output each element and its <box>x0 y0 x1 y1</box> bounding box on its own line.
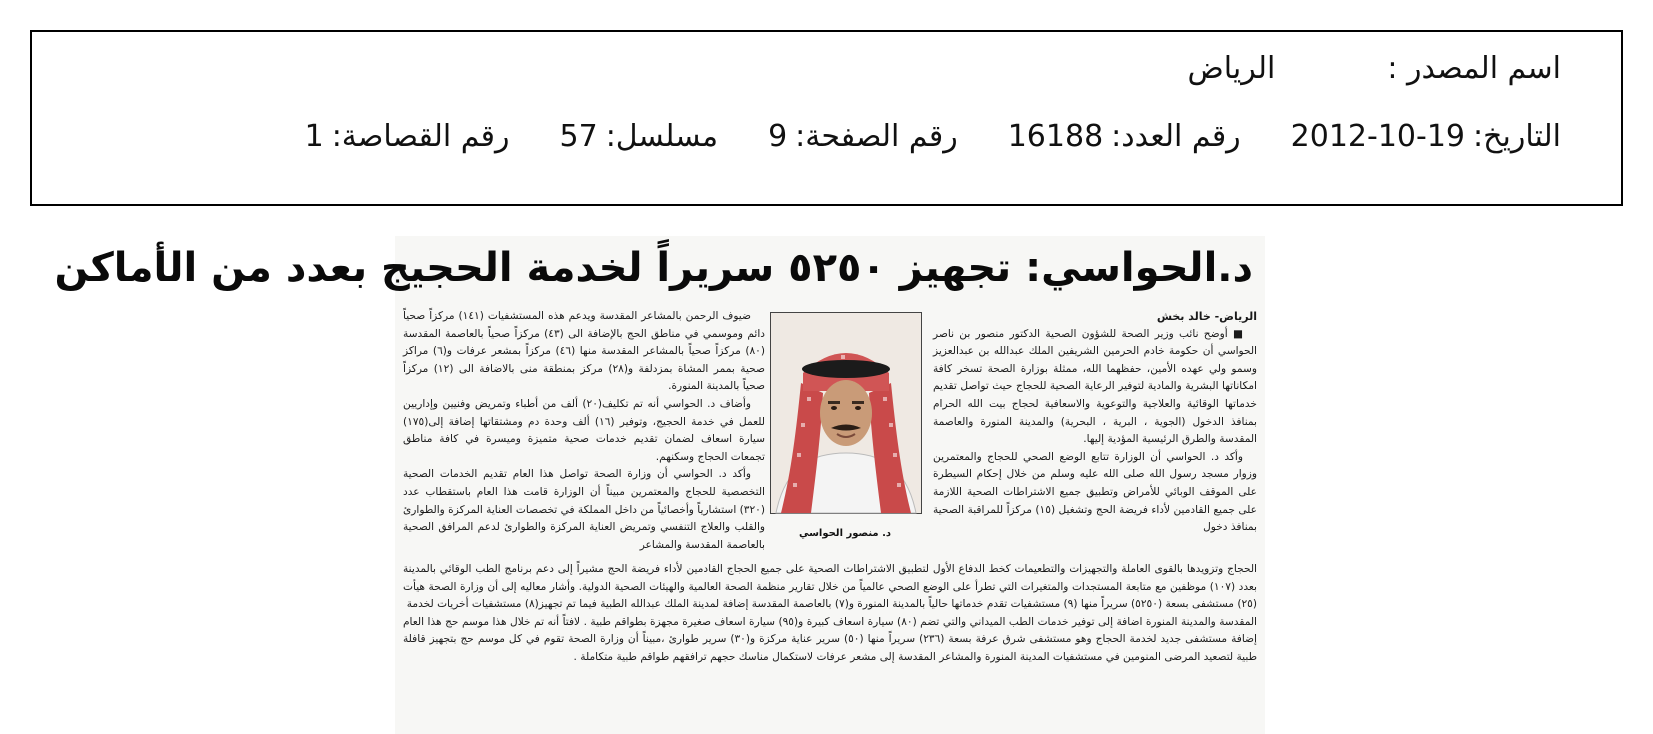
issue-label: رقم العدد: <box>1111 119 1241 154</box>
paragraph: وأكد د. الحواسي أن وزارة الصحة تواصل هذا العام تقديم الخدمات الصحية التخصصية للحجاج والمعتمرين مبيناً أن الوزارة قامت هذا العام باستقطاب عدد (٣٢٠) استشارياً وأخصائياً من داخل المملكة في تخصصات العناية المركزة والطوارئ والقلب والعلاج التنفسي وتمريض العناية المركزة والطوارئ لدعم المرافق الصحية بالعاصمة المقدسة والمشاعر <box>403 468 765 551</box>
details-row <box>304 119 1561 154</box>
paragraph: المقدسة والمدينة المنورة اضافة إلى توفير خدمات الطب الميداني والتي تضم (٨٠) سيارة اسعاف كبيرة و(٩٥) سيارة اسعاف صغيرة مجهزة بطواقم طبية . لافتاً أنه تم خلال هذا موسم حج هذا العام إضافة مستشفى جديد لخدمة الحجاج وهو مستشفى شرق عرفة بسعة (٢٣٦) سريراً منها (٥٠) سرير عناية مركزة و(٣٠) سرير طوارئ ،مبيناً أن وزارة الصحة تقوم في كل موسم حج بتجهيز قافلة طبية لتصعيد المرضى المنومين في مستشفيات المدينة المنورة والمشاعر المقدسة إلى مشعر عرفات لاستكمال مناسك حجهم ترافقهم طواقم طبية متكاملة . <box>403 615 1257 663</box>
issue-field <box>1007 119 1241 154</box>
portrait-image <box>771 313 921 513</box>
clipping-metadata-box <box>30 30 1623 206</box>
date-value: 2012-10-19 <box>1290 119 1466 154</box>
portrait-photo <box>770 312 922 514</box>
serial-field <box>559 119 719 154</box>
source-label: اسم المصدر : <box>1387 51 1561 86</box>
paragraph: وأضاف د. الحواسي أنه تم تكليف(٢٠) ألف من أطباء وتمريض وفنيين وإداريين للعمل في خدمة الحجيج، وتوفير (١٦) ألف وحدة دم ومشتقاتها إضافة إلى(١٧٥) سيارة اسعاف لضمان تقديم خدمات صحية متميزة وميسرة في كافة مناطق تجمعات الحجاج وسكنهم. <box>403 397 765 463</box>
article-column-right <box>933 308 1257 732</box>
page-label: رقم الصفحة: <box>795 119 958 154</box>
article-column-left <box>403 308 765 732</box>
paragraph: ضيوف الرحمن بالمشاعر المقدسة ويدعم هذه المستشفيات (١٤١) مركزاً صحياً دائم وموسمي في مناطق الحج بالإضافة الى (٤٣) مركزاً صحياً بالعاصمة المقدسة (٨٠) مركزاً صحياً بالمشاعر المقدسة منها (٤٦) مركزاً بمشعر عرفات و(٦) مراكز صحية بممر المشاة بمزدلفة و(٢٨) مركز بمنطقة منى بالاضافة الى (١٢) مركزاً صحياً بالمدينة المنورة. <box>403 310 765 393</box>
page-field <box>768 119 958 154</box>
clip-number-label: رقم القصاصة: <box>331 119 510 154</box>
photo-caption: د. منصور الحواسي <box>798 528 892 539</box>
newspaper-clipping <box>54 236 1265 734</box>
paragraph: ■ أوضح نائب وزير الصحة للشؤون الصحية الدكتور منصور بن ناصر الحواسي أن حكومة خادم الحرمين الشريفين الملك عبدالله بن عبدالعزيز وسمو ولي عهده الأمين، حفظهما الله، ممثلة بوزارة الصحة تسخر كافة امكاناتها البشرية والمادية لتوفير الرعاية الصحية للحجاج حيث تواصل تقديم خدماتها الوقائية والعلاجية والتوعوية والاسعافية لحجاج بيت الله الحرام بمنافذ الدخول (الجوية ، البرية ، البحرية) والمدينة المنورة والعاصمة المقدسة والطرق الرئيسية المؤدية إليها. <box>933 327 1257 446</box>
paragraph: الحجاج وتزويدها بالقوى العاملة والتجهيزات والتطعيمات كخط الدفاع الأول لتطبيق الاشتراطات الصحية على جميع الحجاج القادمين لأداء فريضة الحج مشيراً إلى دعم برنامج الطب الوقائي بالمدينة بعدد (١٠٧) موظفين مع متابعة المستجدات والمتغيرات التي تطرأ على الوضع الصحي عالمياً من خلال تقارير منظمة الصحة العالمية والهيئات الصحية الدولية. وأشار معاليه إلى أن وزارة الصحة هيأت (٢٥) مستشفى بسعة (٥٢٥٠) سريراً منها (٩) مستشفيات تقدم خدماتها حالياً بالمدينة المنورة و(٧) بالعاصمة المقدسة إضافة لمدينة الملك عبدالله الطبية فيما تم تجهيز(٨) مستشفيات أخريات لخدمة <box>403 563 1257 611</box>
serial-label: مسلسل: <box>605 119 719 154</box>
date-label: التاريخ: <box>1473 119 1561 154</box>
article-headline: د.الحواسي: تجهيز ٥٢٥٠ سريراً لخدمة الحجيج بعدد من الأماكن <box>54 245 1253 291</box>
serial-value: 57 <box>559 119 598 154</box>
article-continuation <box>403 561 1257 667</box>
clip-number-value: 1 <box>304 119 324 154</box>
date-field <box>1290 119 1561 154</box>
source-value: الرياض <box>1187 51 1276 86</box>
issue-value: 16188 <box>1007 119 1104 154</box>
page-value: 9 <box>768 119 788 154</box>
clip-number-field <box>304 119 510 154</box>
article-byline: الرياض- خالد بخش <box>1156 310 1257 323</box>
source-row <box>1187 51 1561 86</box>
paragraph: وأكد د. الحواسي أن الوزارة تتابع الوضع الصحي للحجاج والمعتمرين وزوار مسجد رسول الله صلى الله عليه وسلم من خلال إحكام السيطرة على الموقف الوبائي للأمراض وتطبيق جميع الاشتراطات الصحية اللازمة على جميع القادمين لأداء فريضة الحج وتشغيل (١٥) مركزاً للمراقبة الصحية بمنافذ دخول <box>933 450 1257 534</box>
